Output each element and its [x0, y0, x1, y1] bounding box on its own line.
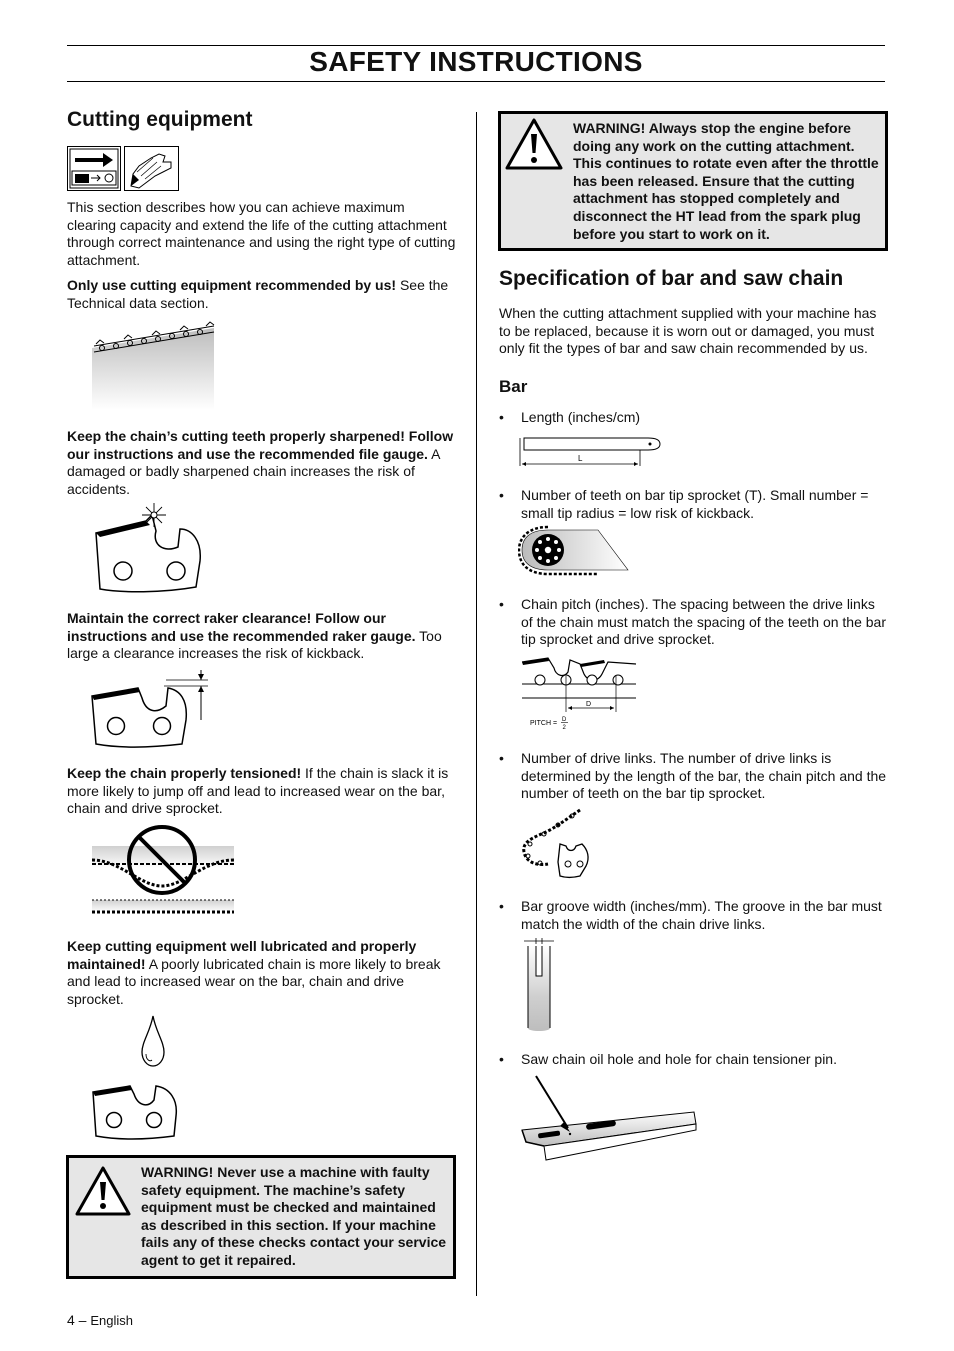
- bar-and-chain-figure: [90, 318, 218, 410]
- lubrication-text: A poorly lubricated chain is more likely to break and lead to increased wear on the bar, chain and drive sprocket.: [67, 955, 441, 1007]
- bullet-dot: •: [499, 750, 504, 766]
- bar-length-label: L: [578, 454, 583, 463]
- raker-clearance-bold: Maintain the correct raker clearance! Follow our instructions and use the recommended raker gauge.: [67, 610, 416, 644]
- oil-drop-icon: [140, 1014, 166, 1068]
- bullet-dot: •: [499, 1051, 504, 1067]
- warning-triangle-icon: [505, 118, 563, 170]
- pitch-denominator-label: 2: [562, 725, 566, 731]
- chain-tension-bold: Keep the chain properly tensioned!: [67, 765, 302, 781]
- cutting-equipment-icons: [67, 146, 179, 191]
- lubrication-bold: Keep cutting equipment well lubricated and properly maintained!: [67, 938, 417, 972]
- bullet-dot: •: [499, 409, 504, 425]
- faulty-equipment-warning-text: WARNING! Never use a machine with faulty safety equipment. The machine’s safety equipment must be checked and maintained as described in this section. If your machine fails any of these checks contact your service agent to get it repaired.: [141, 1164, 447, 1268]
- bullet-oil-hole-text: Saw chain oil hole and hole for chain tensioner pin.: [521, 1051, 837, 1067]
- stop-engine-warning-text: WARNING! Always stop the engine before doing any work on the cutting attachment. This continues to rotate even after the throttle has been released. Ensure that the cutting attachment has stopped completely and disconnect the HT lead from the spark plug before you start to work on it.: [573, 120, 879, 242]
- lubricated-tooth-figure: [90, 1078, 182, 1140]
- sharpen-teeth-bold: Keep the chain’s cutting teeth properly sharpened! Follow our instructions and use the recommended file gauge.: [67, 428, 454, 462]
- chain-pitch-figure: [518, 654, 640, 734]
- bullet-bar-length-text: Length (inches/cm): [521, 409, 641, 425]
- raker-gauge-figure: [88, 668, 216, 750]
- stop-engine-warning-box: [498, 111, 888, 251]
- page-footer: [67, 1312, 133, 1328]
- sharpened-tooth-figure: [92, 503, 204, 593]
- cutting-equipment-heading: Cutting equipment: [67, 108, 253, 131]
- chain-tension-figure: [90, 824, 236, 922]
- drive-links-figure: [518, 806, 594, 880]
- tip-sprocket-figure: [518, 524, 636, 580]
- chain-tension-paragraph: [67, 765, 457, 818]
- raker-clearance-text: Too large a clearance increases the risk of kickback.: [67, 627, 442, 661]
- oil-hole-figure: [518, 1072, 700, 1166]
- page-number: 4 –: [67, 1312, 87, 1328]
- pitch-numerator-label: D: [562, 717, 567, 723]
- lubrication-paragraph: [67, 938, 457, 1008]
- warning-triangle-icon: [75, 1166, 131, 1216]
- chain-tension-text: If the chain is slack it is more likely to jump off and lead to increased wear on the bar, chain and drive sprocket.: [67, 765, 449, 816]
- bar-subheading: Bar: [499, 377, 528, 396]
- raker-clearance-paragraph: [67, 610, 457, 663]
- bullet-dot: •: [499, 898, 504, 914]
- title-bottom-rule: [67, 81, 885, 82]
- faulty-equipment-warning-box: [66, 1155, 456, 1279]
- bullet-chain-pitch-text: Chain pitch (inches). The spacing between the drive links of the chain must match the spacing of the teeth on the bar tip sprocket and drive sprocket.: [521, 596, 887, 647]
- footer-language: English: [90, 1313, 133, 1328]
- bullet-tip-sprocket-text: Number of teeth on bar tip sprocket (T). Small number = small tip radius = low risk of kickback.: [521, 487, 869, 521]
- pitch-d-label: D: [586, 701, 592, 708]
- column-divider: [476, 112, 477, 1296]
- recommended-equipment-text: See the Technical data section.: [67, 277, 449, 311]
- page-title: SAFETY INSTRUCTIONS: [309, 46, 643, 77]
- cutting-equipment-intro: This section describes how you can achieve maximum clearing capacity and extend the life of the cutting attachment through correct maintenance and using the right type of cutting attachment.: [67, 199, 456, 268]
- recommended-equipment-bold: Only use cutting equipment recommended by us!: [67, 277, 397, 293]
- groove-width-figure: [522, 936, 556, 1034]
- bar-length-figure: [518, 432, 664, 468]
- bullet-dot: •: [499, 596, 504, 612]
- bullet-dot: •: [499, 487, 504, 503]
- specification-intro: When the cutting attachment supplied with your machine has to be replaced, because it is worn out or damaged, you must only fit the types of bar and saw chain recommended by us.: [499, 305, 877, 356]
- bullet-drive-links-text: Number of drive links. The number of drive links is determined by the length of the bar, the chain pitch and the number of teeth on the bar tip sprocket.: [521, 750, 887, 801]
- sharpen-teeth-text: A damaged or badly sharpened chain increases the risk of accidents.: [67, 445, 440, 497]
- recommended-equipment-paragraph: [67, 277, 457, 312]
- specification-heading: Specification of bar and saw chain: [499, 267, 844, 290]
- sharpen-teeth-paragraph: [67, 428, 457, 498]
- bullet-groove-width-text: Bar groove width (inches/mm). The groove in the bar must match the width of the chain drive links.: [521, 898, 882, 932]
- pitch-formula-label: PITCH =: [530, 720, 558, 727]
